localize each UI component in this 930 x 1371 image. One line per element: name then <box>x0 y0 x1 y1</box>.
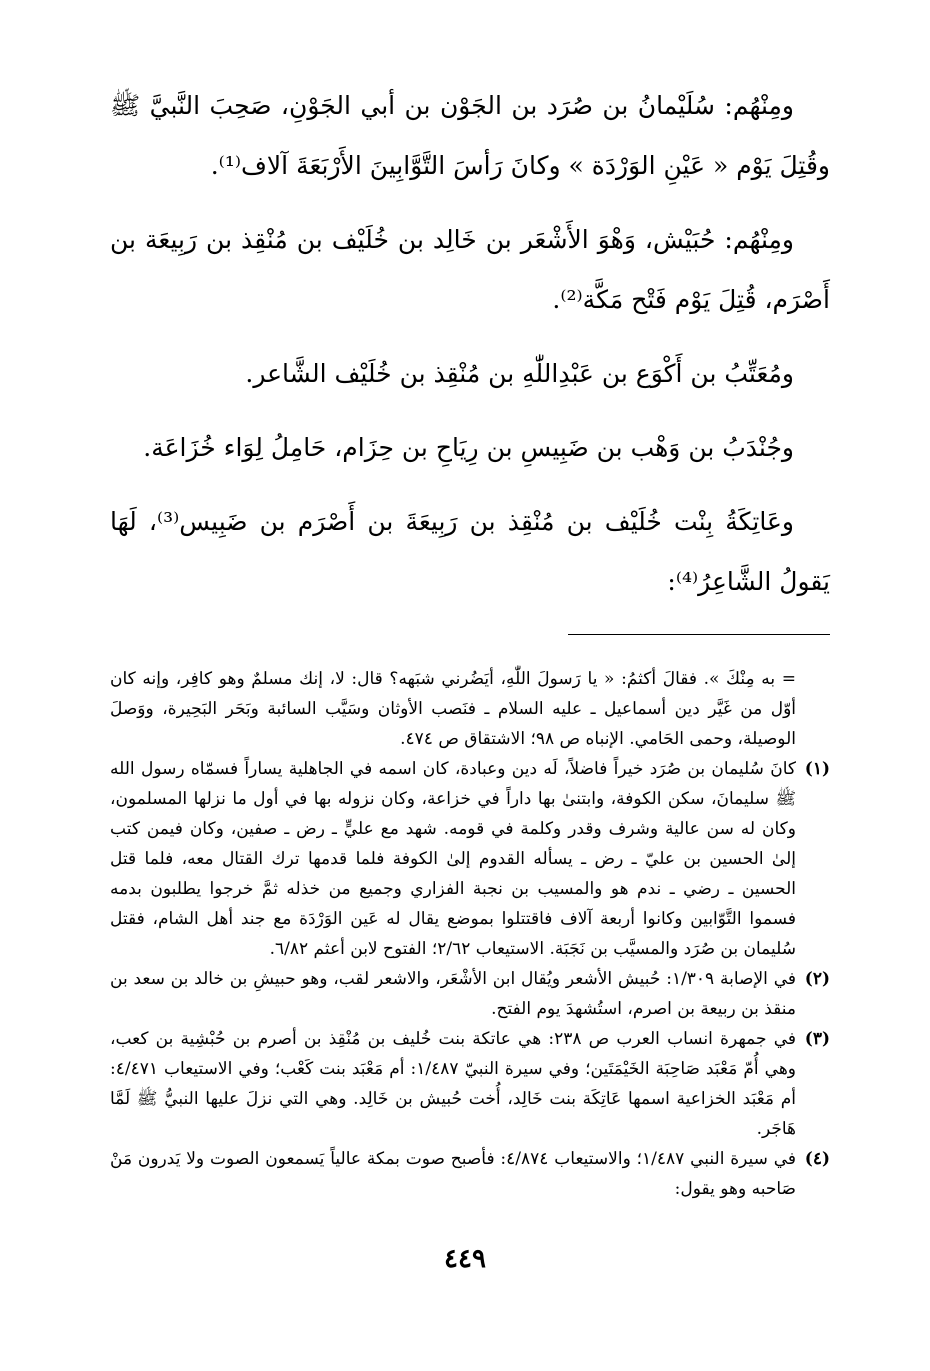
footnote-item <box>110 1024 830 1144</box>
footnote-item <box>110 754 830 964</box>
footnote-text: في جمهرة انساب العرب ص ٢٣٨: هي عاتكة بنت خُليف بن مُنْقِذ بن أصرم بن حُبْشِية بن كعب، وهي أُمّ مَعْبَد صَاحِبَة الخَيْمَتَين؛ وفي سيرة النبيّ ١/٤٨٧: أم مَعْبَد بنت كَعْب؛ وفي الاستيعاب ٤/٤٧١: أم مَعْبَد الخزاعية اسمها عَاتِكَة بنت خَالِد، أُخت حُبيش بن خَالِد. وهي التي نزلَ عليها النبيُّ ﷺ لَمَّا هَاجَر. <box>110 1029 797 1139</box>
footnote-marker: (٢) <box>804 969 830 989</box>
footnote-text: في الإصابة ١/٣٠٩: حُبيش الأشعر ويُقال ابن الأشْعَر، والاشعر لقب، وهو حبيشِ بن خالد بن سعد بن منقذ بن ربيعة بن اصرم، استُشهدَ يوم الفتح. <box>110 969 796 1019</box>
footnote-continuation: = به مِنْكَ ». فقالَ أكثمُ: « يا رَسولَ اللّٰهِ، أيَضُرني شبَهه؟ قال: لا، إنك مسلمٌ وهو كافِر، وإنه كان أوّل من غَيَّر دين أسماعيل ـ عليه السلام ـ فنَصب الأوثان وسَيَّب السائبة وبَحَر البَحِيرة، ووَصلَ الوصيلة، وحمى الحَامي. الإنباه ص ٩٨؛ الاشتقاق ص ٤٧٤. <box>110 669 796 749</box>
main-text <box>110 76 830 612</box>
footnote-text: كانَ سُليمان بن صُرَد خيراً فاضلاً، لَه دين وعبادة، كان اسمه في الجاهلية يساراً فسمّاه رسول الله ﷺ سليمانَ، سكن الكوفة، وابتنىٰ بها داراً في خزاعة، وكان نزوله بها في أول ما نزلها المسلمون، وكان له سن عالية وشرف وقدر وكلمة في قومه. شهد مع عليٍّ ـ رض ـ صفين، وكان فيمن كتب إلىٰ الحسين بن عليّ ـ رض ـ يسأله القدوم إلىٰ الكوفة فلما قدمها ترك القتال معه، فلما قتل الحسين ـ رضي ـ ندم هو والمسيب بن نجبة الفزاري وجميع من خذله ثمَّ خرجوا يطلبون بدمه فسموا التَّوّابين وكانوا أربعة آلاف فاقتتلوا بموضع يقال له عَين الوَرْدَة مع جند أهل الشام، فقتل سُليمان بن صُرَد والمسيَّب بن نَجَبَة. الاستيعاب ٢/٦٢؛ الفتوح لابن أعثم ٦/٨٢. <box>110 759 796 959</box>
footnote-text: في سيرة النبي ١/٤٨٧؛ والاستيعاب ٤/٨٧٤: فأصبح صوت بمكة عالياً يَسمعون الصوت ولا يَدرون مَنْ صَاحبه وهو يقول: <box>110 1149 797 1199</box>
footnote-marker: (٣) <box>804 1029 830 1049</box>
footnote-marker: (١) <box>804 759 830 779</box>
main-paragraph: ومِنْهُم: حُبَيْش، وَهْوَ الأَشْعَر بن خَالِد بن خُلَيْف بن مُنْقِذ بن رَبِيعَة بن أَصْرَم، قُتِلَ يَوْم فَتْح مَكَّة⁽²⁾. <box>110 225 830 314</box>
page-number: ٤٤٩ <box>444 1244 486 1274</box>
footnotes <box>110 664 830 1204</box>
footnote-separator-area <box>110 626 830 650</box>
main-paragraph: وعَاتِكَةُ بِنْت خُلَيْف بن مُنْقِذ بن رَبِيعَةَ بن أَصْرَم بن ضَبِيس⁽³⁾، لَهَا يَقولُ الشَّاعِرُ⁽⁴⁾: <box>110 507 830 596</box>
main-paragraph: وجُنْدَبُ بن وَهْب بن ضَبِيسِ بن رِيَاحِ بن حِزَام، حَامِلُ لِوَاء خُزَاعَة. <box>143 433 794 462</box>
footnote-item <box>110 1144 830 1204</box>
book-page <box>110 60 830 1350</box>
footnote-marker: (٤) <box>804 1149 830 1169</box>
main-paragraph: ومِنْهُم: سُلَيْمانُ بن صُرَد بن الجَوْن بن أبي الجَوْنِ، صَحِبَ النَّبيَّ ﷺ وقُتِلَ يَوْم « عَيْنِ الوَرْدَة » وكانَ رَأسَ التَّوَّابِينَ الأَرْبَعَةَ آلاف⁽¹⁾. <box>110 91 830 180</box>
main-paragraph: ومُعَتِّبُ بن أَكْوَع بن عَبْدِاللّٰهِ بن مُنْقِذ بن خُلَيْف الشَّاعر. <box>245 359 794 388</box>
footnote-separator <box>568 634 830 635</box>
footnote-item <box>110 964 830 1024</box>
